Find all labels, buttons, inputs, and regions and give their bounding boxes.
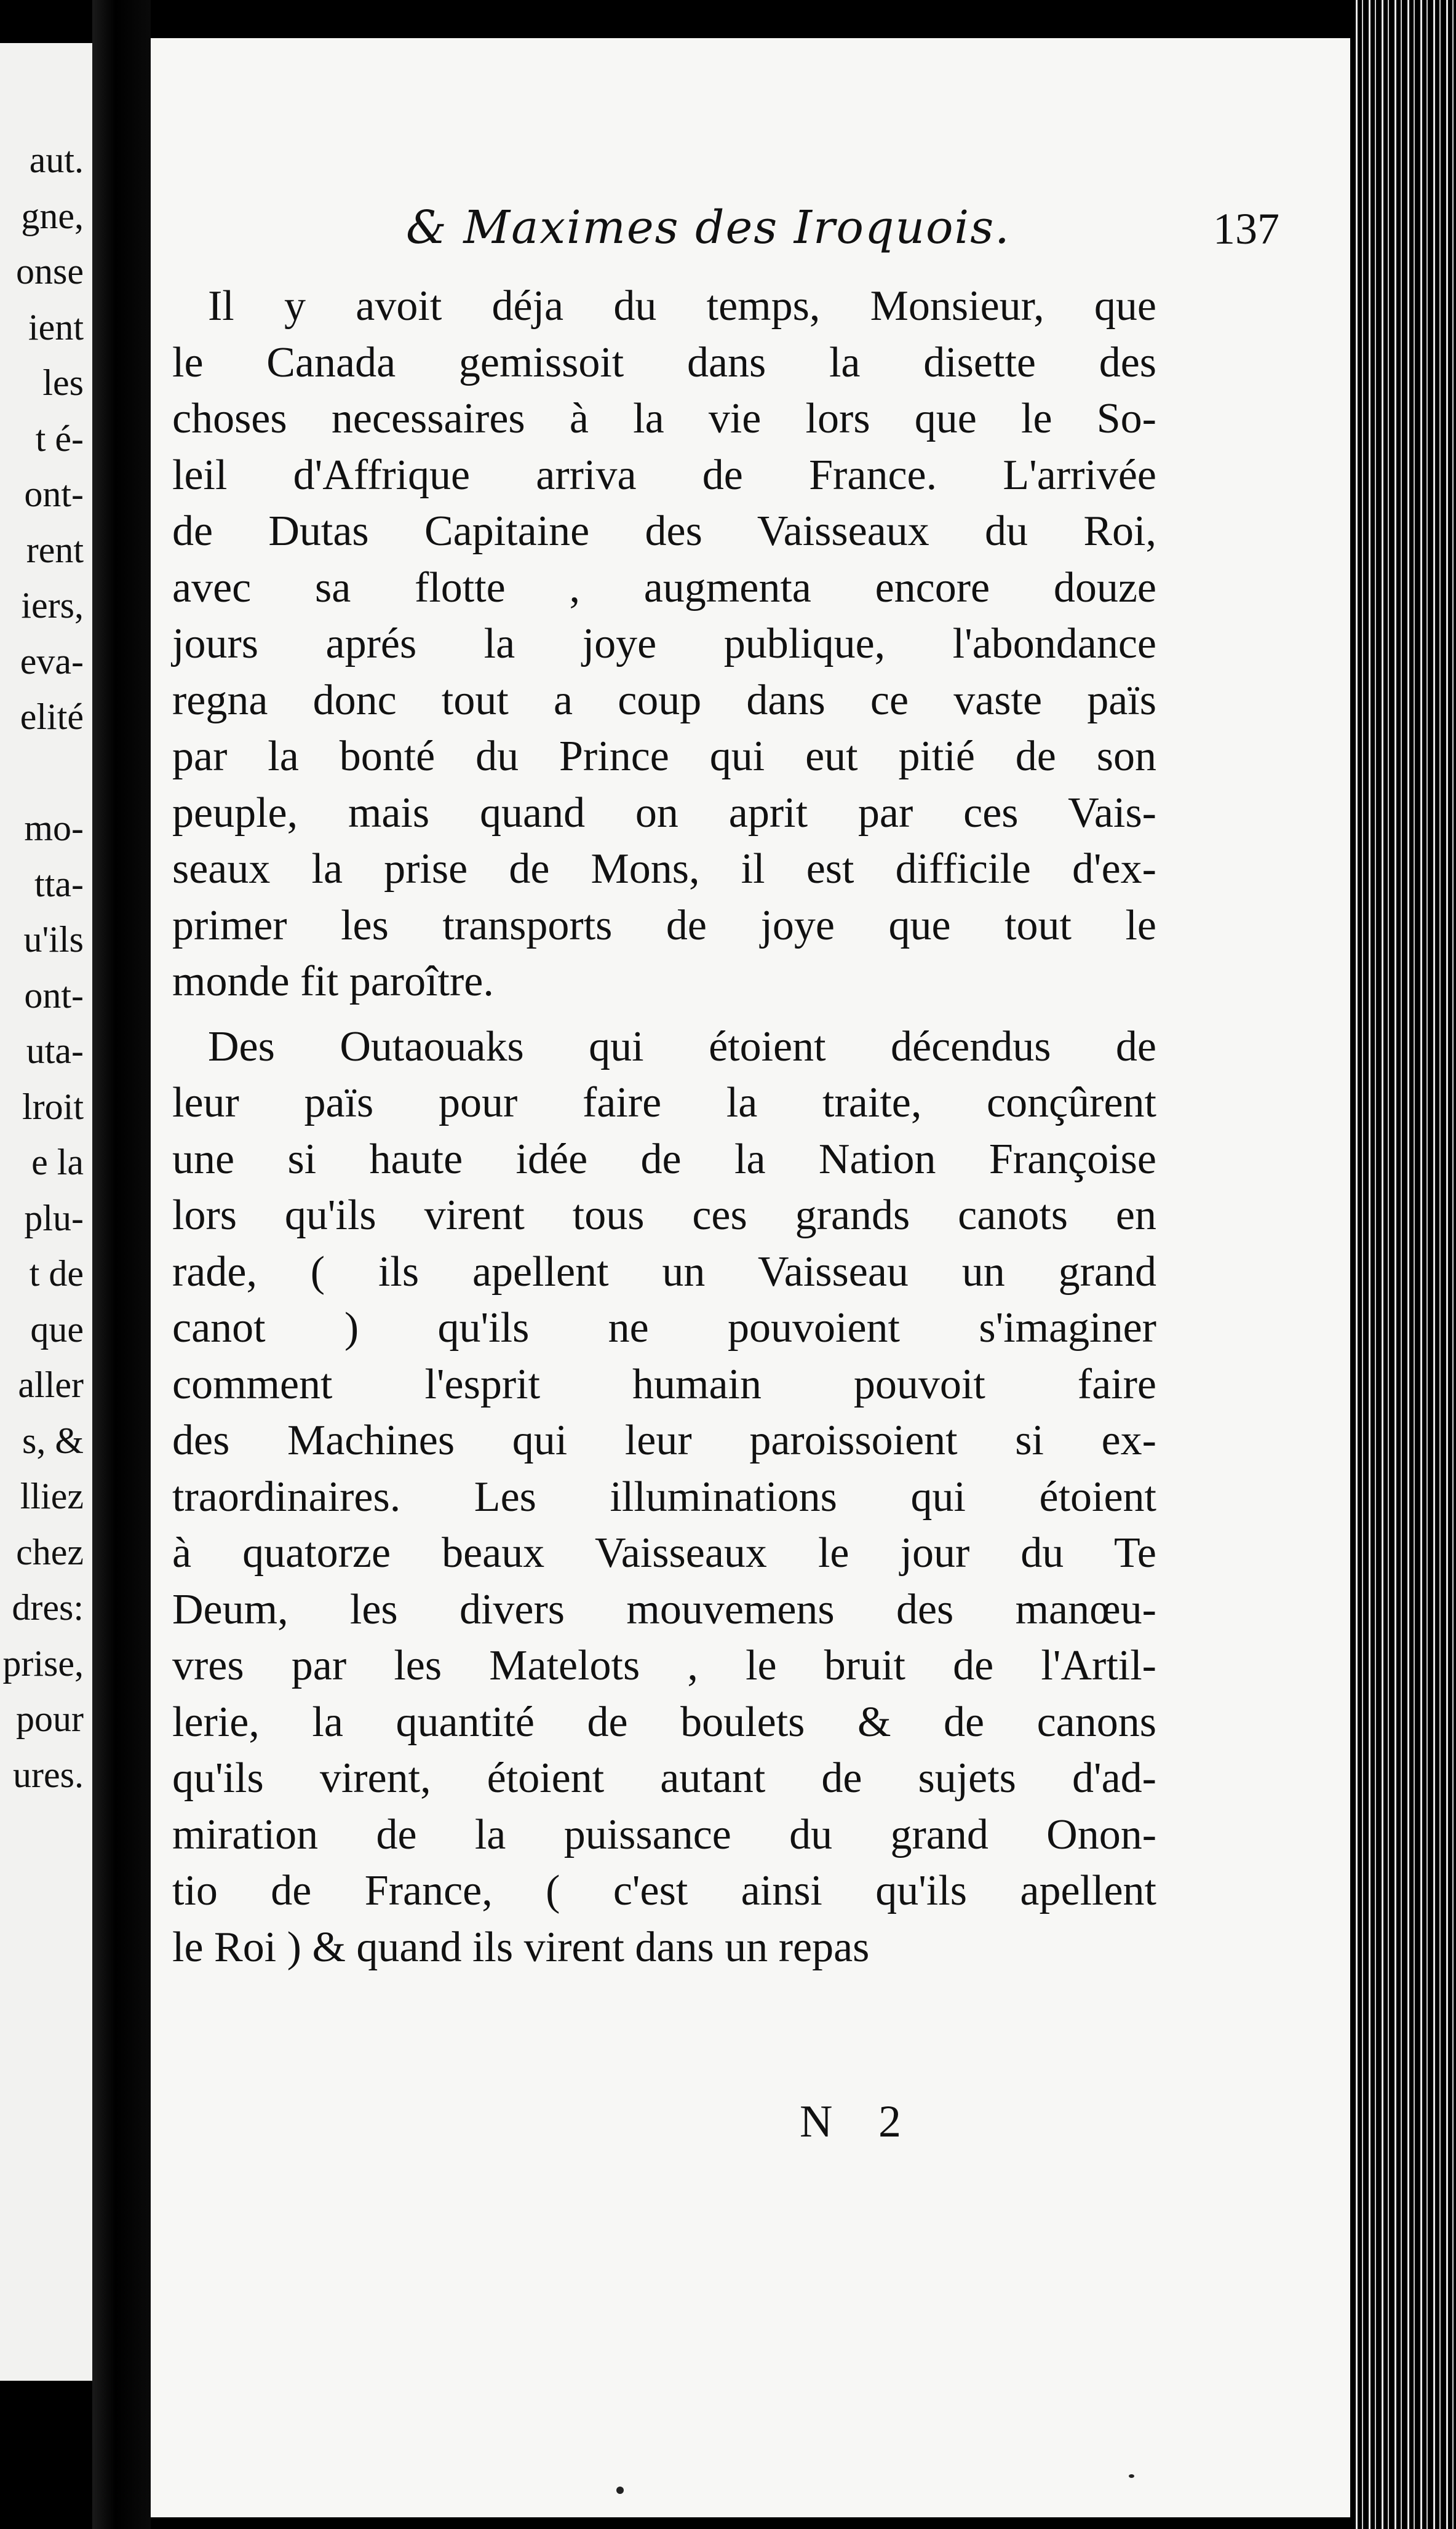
running-title: & Maximes des Iroquois. [406,201,1011,254]
text-line: tio de France, ( c'est ainsi qu'ils apellent [172,1867,1156,1914]
left-page-fragment: elité [20,696,84,737]
page-edges [1350,0,1456,2529]
left-page-fragment: lroit [22,1086,84,1127]
text-line: choses necessaires à la vie lors que le So- [172,395,1156,442]
left-facing-page [0,43,92,2381]
left-page-fragment: que [30,1308,84,1350]
text-line: regna donc tout a coup dans ce vaste païs [172,676,1156,724]
left-page-fragment: plu- [24,1197,84,1238]
text-line: comment l'esprit humain pouvoit faire [172,1360,1156,1408]
text-line: Des Outaouaks qui étoient décendus de [208,1022,1156,1070]
text-line: à quatorze beaux Vaisseaux le jour du Te [172,1529,1156,1577]
signature-mark: N 2 [800,2097,918,2147]
left-page-fragment: uta- [26,1030,84,1071]
text-line: le Canada gemissoit dans la disette des [172,338,1156,386]
left-page-fragment: u'ils [23,919,84,960]
text-line: rade, ( ils apellent un Vaisseau un grand [172,1248,1156,1296]
left-page-fragment: tta- [34,863,84,904]
left-page-fragment: les [42,362,84,403]
ink-speck [616,2487,624,2494]
left-page-fragment: ures. [13,1754,84,1795]
left-page-fragment: aut. [29,140,84,180]
left-page-fragment: prise, [2,1643,84,1684]
left-page-fragment: ont- [24,974,84,1016]
text-line: monde fit paroître. [172,958,494,1005]
text-line: par la bonté du Prince qui eut pitié de son [172,733,1156,780]
text-line: lerie, la quantité de boulets & de canons [172,1698,1156,1746]
text-line: jours aprés la joye publique, l'abondance [172,620,1156,667]
left-page-fragment: ont- [24,474,84,514]
text-line: avec sa flotte , augmenta encore douze [172,564,1156,611]
ink-speck [1129,2474,1134,2478]
text-line: primer les transports de joye que tout le [172,901,1156,949]
text-line: Il y avoit déja du temps, Monsieur, que [208,282,1156,330]
running-head [283,201,1292,269]
text-line: lors qu'ils virent tous ces grands canots en [172,1192,1156,1239]
text-line: le Roi ) & quand ils virent dans un repas [172,1923,870,1971]
left-page-fragment: e la [31,1142,84,1182]
left-page-fragment: aller [18,1364,84,1405]
text-line: traordinaires. Les illuminations qui étoient [172,1473,1156,1521]
left-page-fragment: ient [28,306,84,348]
book-page [151,38,1350,2517]
left-page-fragment: onse [16,251,84,292]
text-line: miration de la puissance du grand Onon- [172,1810,1156,1858]
text-line: des Machines qui leur paroissoient si ex- [172,1417,1156,1464]
page-number: 137 [1213,204,1279,253]
text-line: de Dutas Capitaine des Vaisseaux du Roi, [172,508,1156,555]
text-line: une si haute idée de la Nation Françoise [172,1135,1156,1183]
left-page-fragment: pour [16,1699,84,1739]
book-spine-shadow [92,0,151,2529]
left-page-fragment: t de [29,1253,84,1294]
body-text [172,278,1156,1975]
left-page-fragment: rent [26,529,84,570]
left-page-fragment: chez [16,1531,84,1572]
left-page-fragment: iers, [21,585,84,626]
left-page-fragment: mo- [24,808,84,848]
text-line: Deum, les divers mouvemens des manœu- [172,1585,1156,1633]
left-page-fragment: s, & [22,1420,84,1461]
left-page-fragment: t é- [35,418,84,459]
text-line: qu'ils virent, étoient autant de sujets d'ad- [172,1754,1156,1802]
text-line: vres par les Matelots , le bruit de l'Artil- [172,1642,1156,1689]
text-line: leil d'Affrique arriva de France. L'arrivée [172,451,1156,499]
text-line: seaux la prise de Mons, il est difficile d'ex- [172,845,1156,893]
left-page-fragment: eva- [20,640,84,682]
left-page-fragment: dres: [12,1587,84,1628]
left-page-fragment: lliez [20,1476,84,1516]
text-line: peuple, mais quand on aprit par ces Vais- [172,789,1156,837]
text-line: canot ) qu'ils ne pouvoient s'imaginer [172,1304,1156,1352]
text-line: leur païs pour faire la traite, conçûrent [172,1079,1156,1126]
left-page-fragment: gne, [21,195,84,236]
